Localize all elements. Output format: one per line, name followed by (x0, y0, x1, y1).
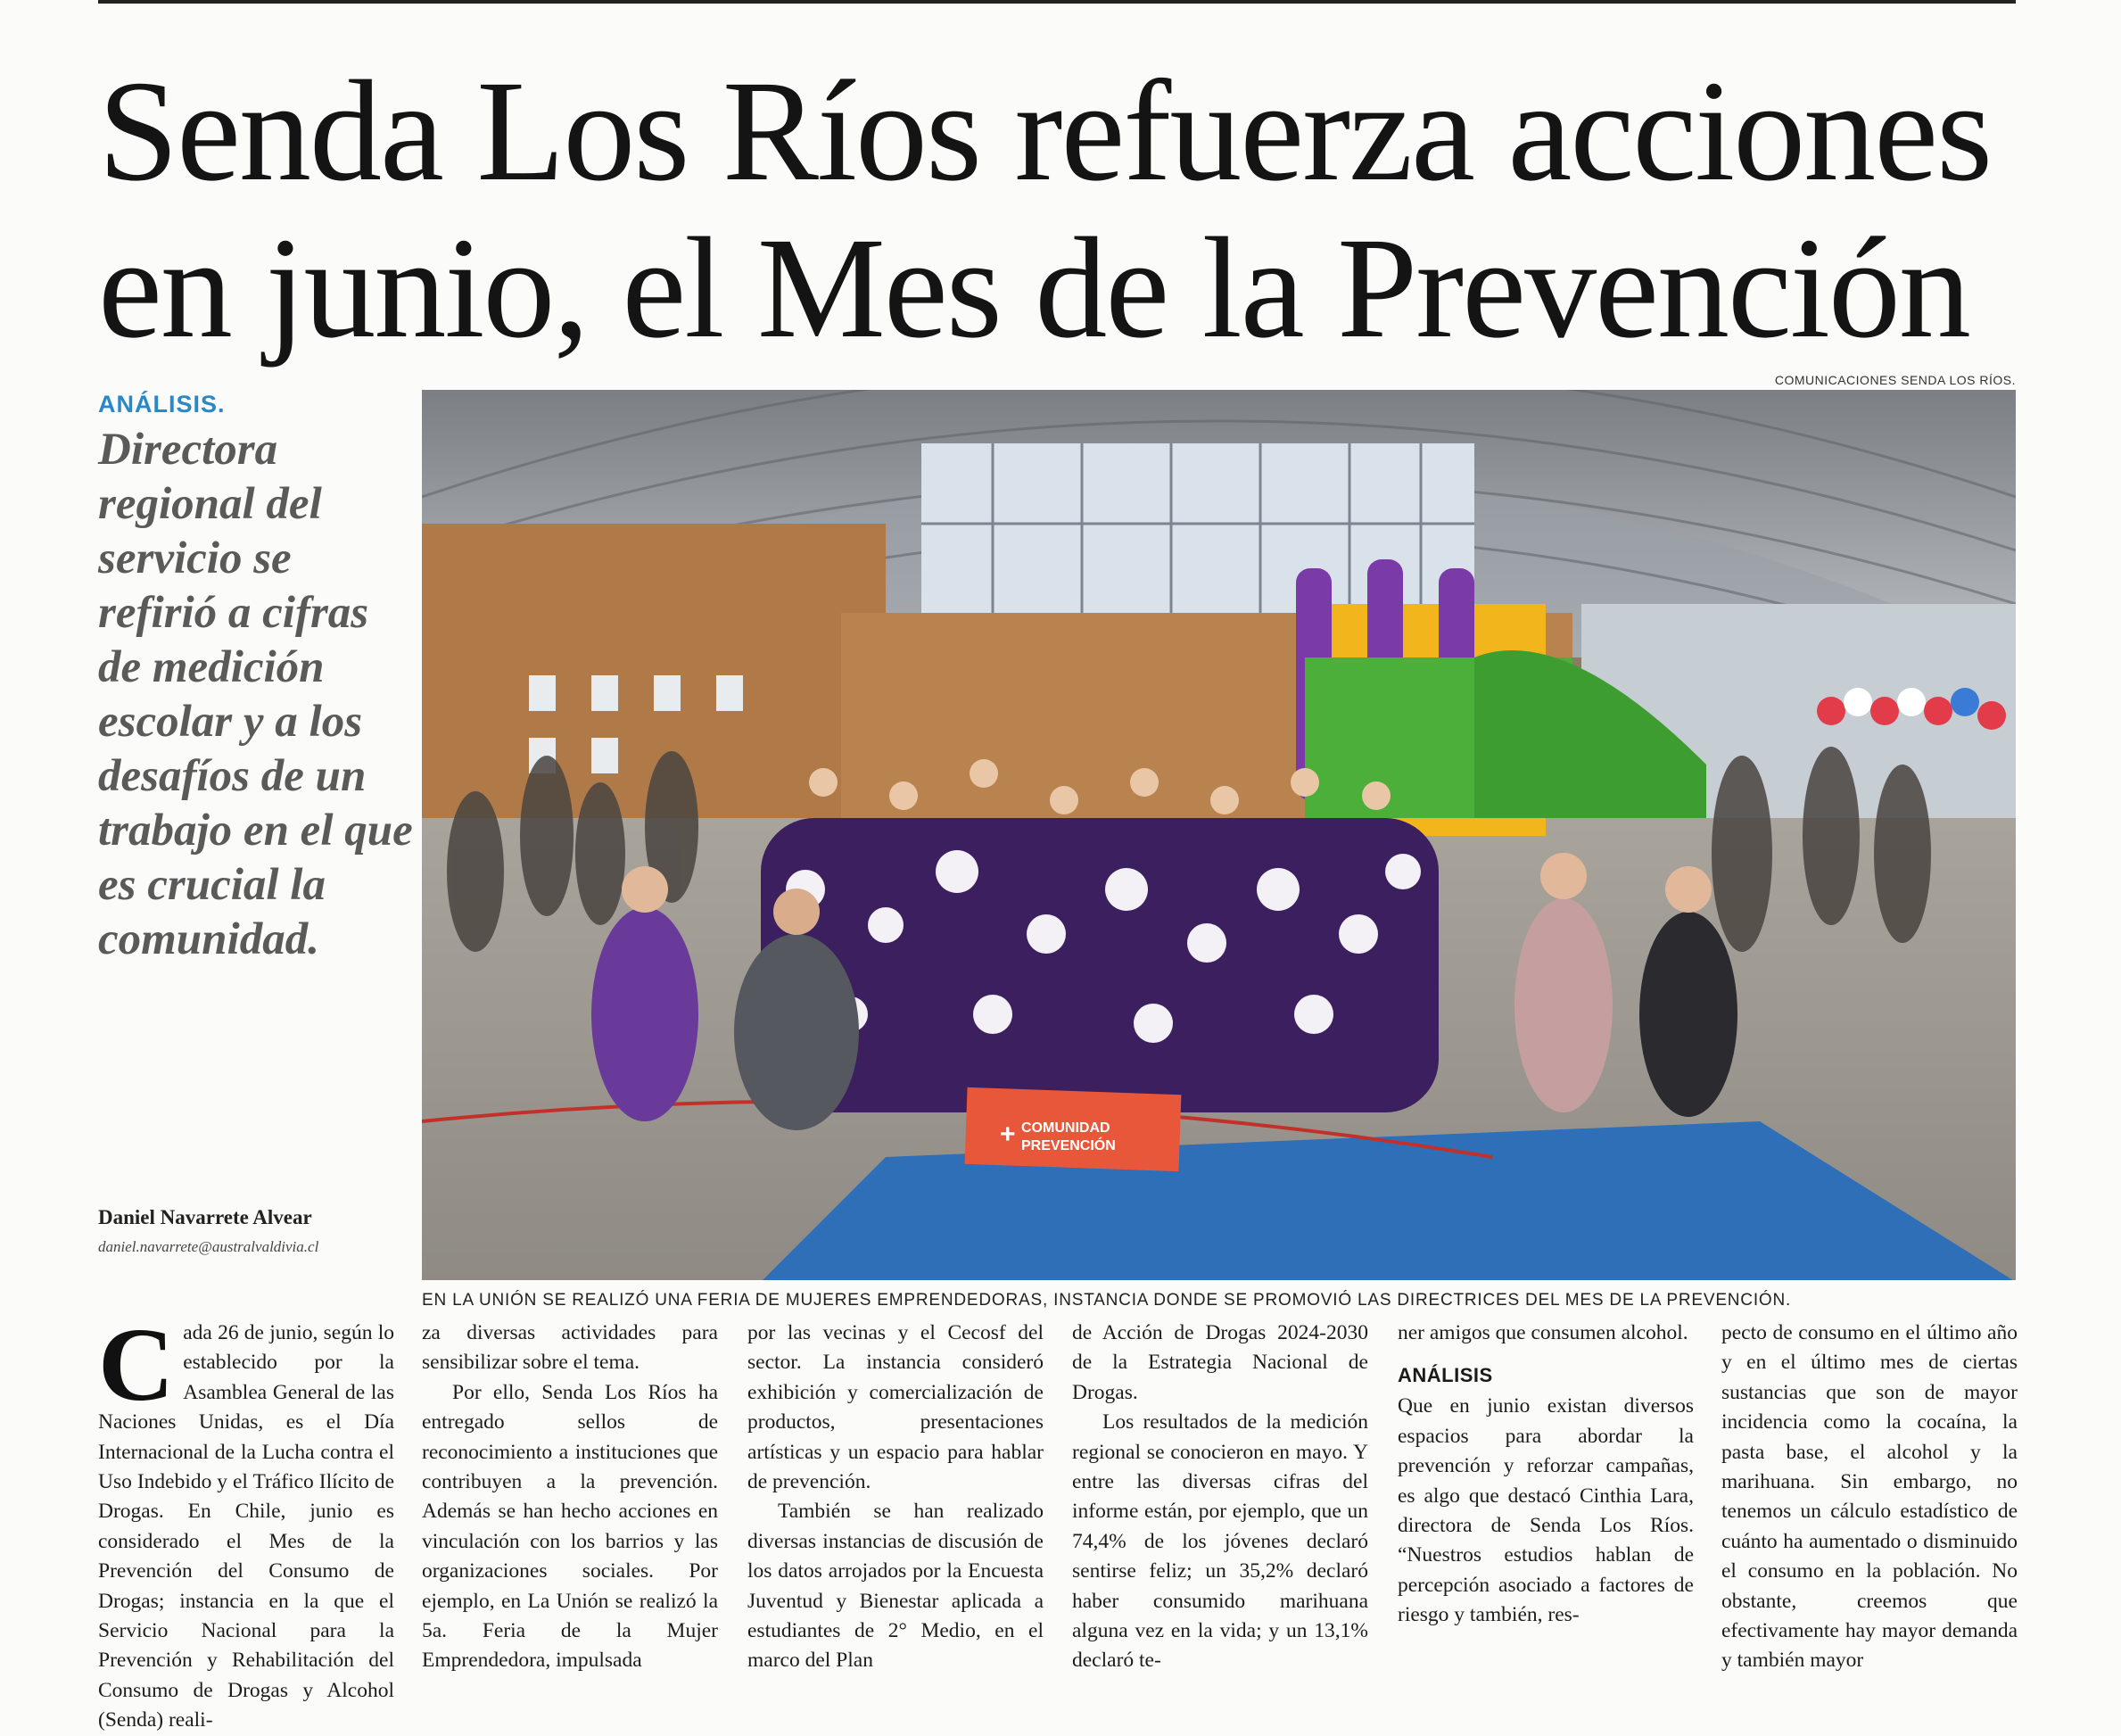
article-column-3 (747, 1319, 1044, 1676)
section-kicker: ANÁLISIS. (98, 391, 226, 417)
banner-line-1: COMUNIDAD (1021, 1120, 1110, 1136)
column-1-text: ada 26 de junio, según lo establecido por la Asamblea General de las Naciones Unidas, es el Día Internacional de la Lucha contra el Uso Indebido y el Tráfico Ilícito de Drogas. En Chile, junio es considerado el Mes de la Prevención del Consumo de Drogas; instancia en la que el Servicio Nacional para la Prevención y Rehabilitación del Consumo de Drogas y Alcohol (Senda) reali- (98, 1321, 394, 1732)
banner-line-2: PREVENCIÓN (1021, 1138, 1116, 1153)
lead-photo (422, 390, 2016, 1280)
column-5-paragraph-2: Que en junio existan diversos espacios para abordar la prevención y reforzar campañas, es algo que destacó Cinthia Lara, directora de Senda Los Ríos. “Nuestros estudios hablan de percepción asociado a factores de riesgo y también, res- (1398, 1394, 1694, 1627)
article-column-5 (1398, 1319, 1694, 1631)
headline-line-2: en junio, el Mes de la Prevención (98, 209, 1969, 368)
top-rule (98, 0, 2016, 4)
column-6-text: pecto de consumo en el último año y en el último mes de ciertas sustancias que son de mayor incidencia como la cocaína, la pasta base, el alcohol y la marihuana. Sin embargo, no tenemos un cálculo estadístico de cuánto ha aumentado o disminuido el consumo en la población. No obstante, creemos que efectivamente hay mayor demanda y también mayor (1721, 1321, 2018, 1673)
banner-plus: + (1000, 1120, 1016, 1149)
deck-summary: Directora regional del servicio se refirió a cifras de medición escolar y a los desafíos de un trabajo en el que es crucial la comunidad. (98, 425, 413, 964)
column-3-paragraph-1: por las vecinas y el Cecosf del sector. La instancia consideró exhibición y comercialización de productos, presentaciones artísticas y un espacio para hablar de prevención. (747, 1321, 1044, 1494)
analysis-subhead: ANÁLISIS (1398, 1364, 1493, 1387)
photo-credit: COMUNICACIONES SENDA LOS RÍOS. (1774, 373, 2016, 387)
article-column-1 (98, 1306, 394, 1736)
article-column-4 (1072, 1319, 1368, 1676)
byline-author: Daniel Navarrete Alvear (98, 1206, 312, 1228)
headline-line-1: Senda Los Ríos refuerza acciones (98, 52, 1992, 211)
column-2-paragraph-1: za diversas actividades para sensibilizar sobre el tema. (422, 1321, 718, 1375)
column-5-paragraph-1: ner amigos que consumen alcohol. (1398, 1321, 1688, 1344)
photo-caption: EN LA UNIÓN SE REALIZÓ UNA FERIA DE MUJERES EMPRENDEDORAS, INSTANCIA DONDE SE PROMOVIÓ LAS DIRECTRICES DEL MES DE LA PREVENCIÓN. (422, 1291, 1792, 1310)
column-4-paragraph-2: Los resultados de la medición regional se conocieron en mayo. Y entre las diversas cifras del informe están, por ejemplo, que un 74,4% de los jóvenes declaró sentirse feliz; un 35,2% declaró haber consumido marihuana alguna vez en la vida; y un 13,1% declaró te- (1072, 1410, 1368, 1673)
drop-cap: C (98, 1306, 175, 1423)
column-4-paragraph-1: de Acción de Drogas 2024-2030 de la Estrategia Nacional de Drogas. (1072, 1321, 1368, 1404)
headline (98, 54, 2043, 368)
column-3-paragraph-2: También se han realizado diversas instancias de discusión de los datos arrojados por la Encuesta Juventud y Bienestar aplicada a estudiantes de 2° Medio, en el marco del Plan (747, 1500, 1044, 1673)
comunidad-prevencion-banner (965, 1087, 1182, 1171)
column-2-paragraph-2: Por ello, Senda Los Ríos ha entregado sellos de reconocimiento a instituciones que contribuyen a la prevención. Además se han hecho acciones en vinculación con los barrios y las organizaciones sociales. Por ejemplo, en La Unión se realizó la 5a. Feria de la Mujer Emprendedora, impulsada (422, 1380, 718, 1673)
article-column-2 (422, 1319, 718, 1676)
article-column-6 (1721, 1319, 2018, 1676)
byline-email[interactable]: daniel.navarrete@australvaldivia.cl (98, 1238, 319, 1255)
event-photo-illustration (422, 390, 2016, 1280)
